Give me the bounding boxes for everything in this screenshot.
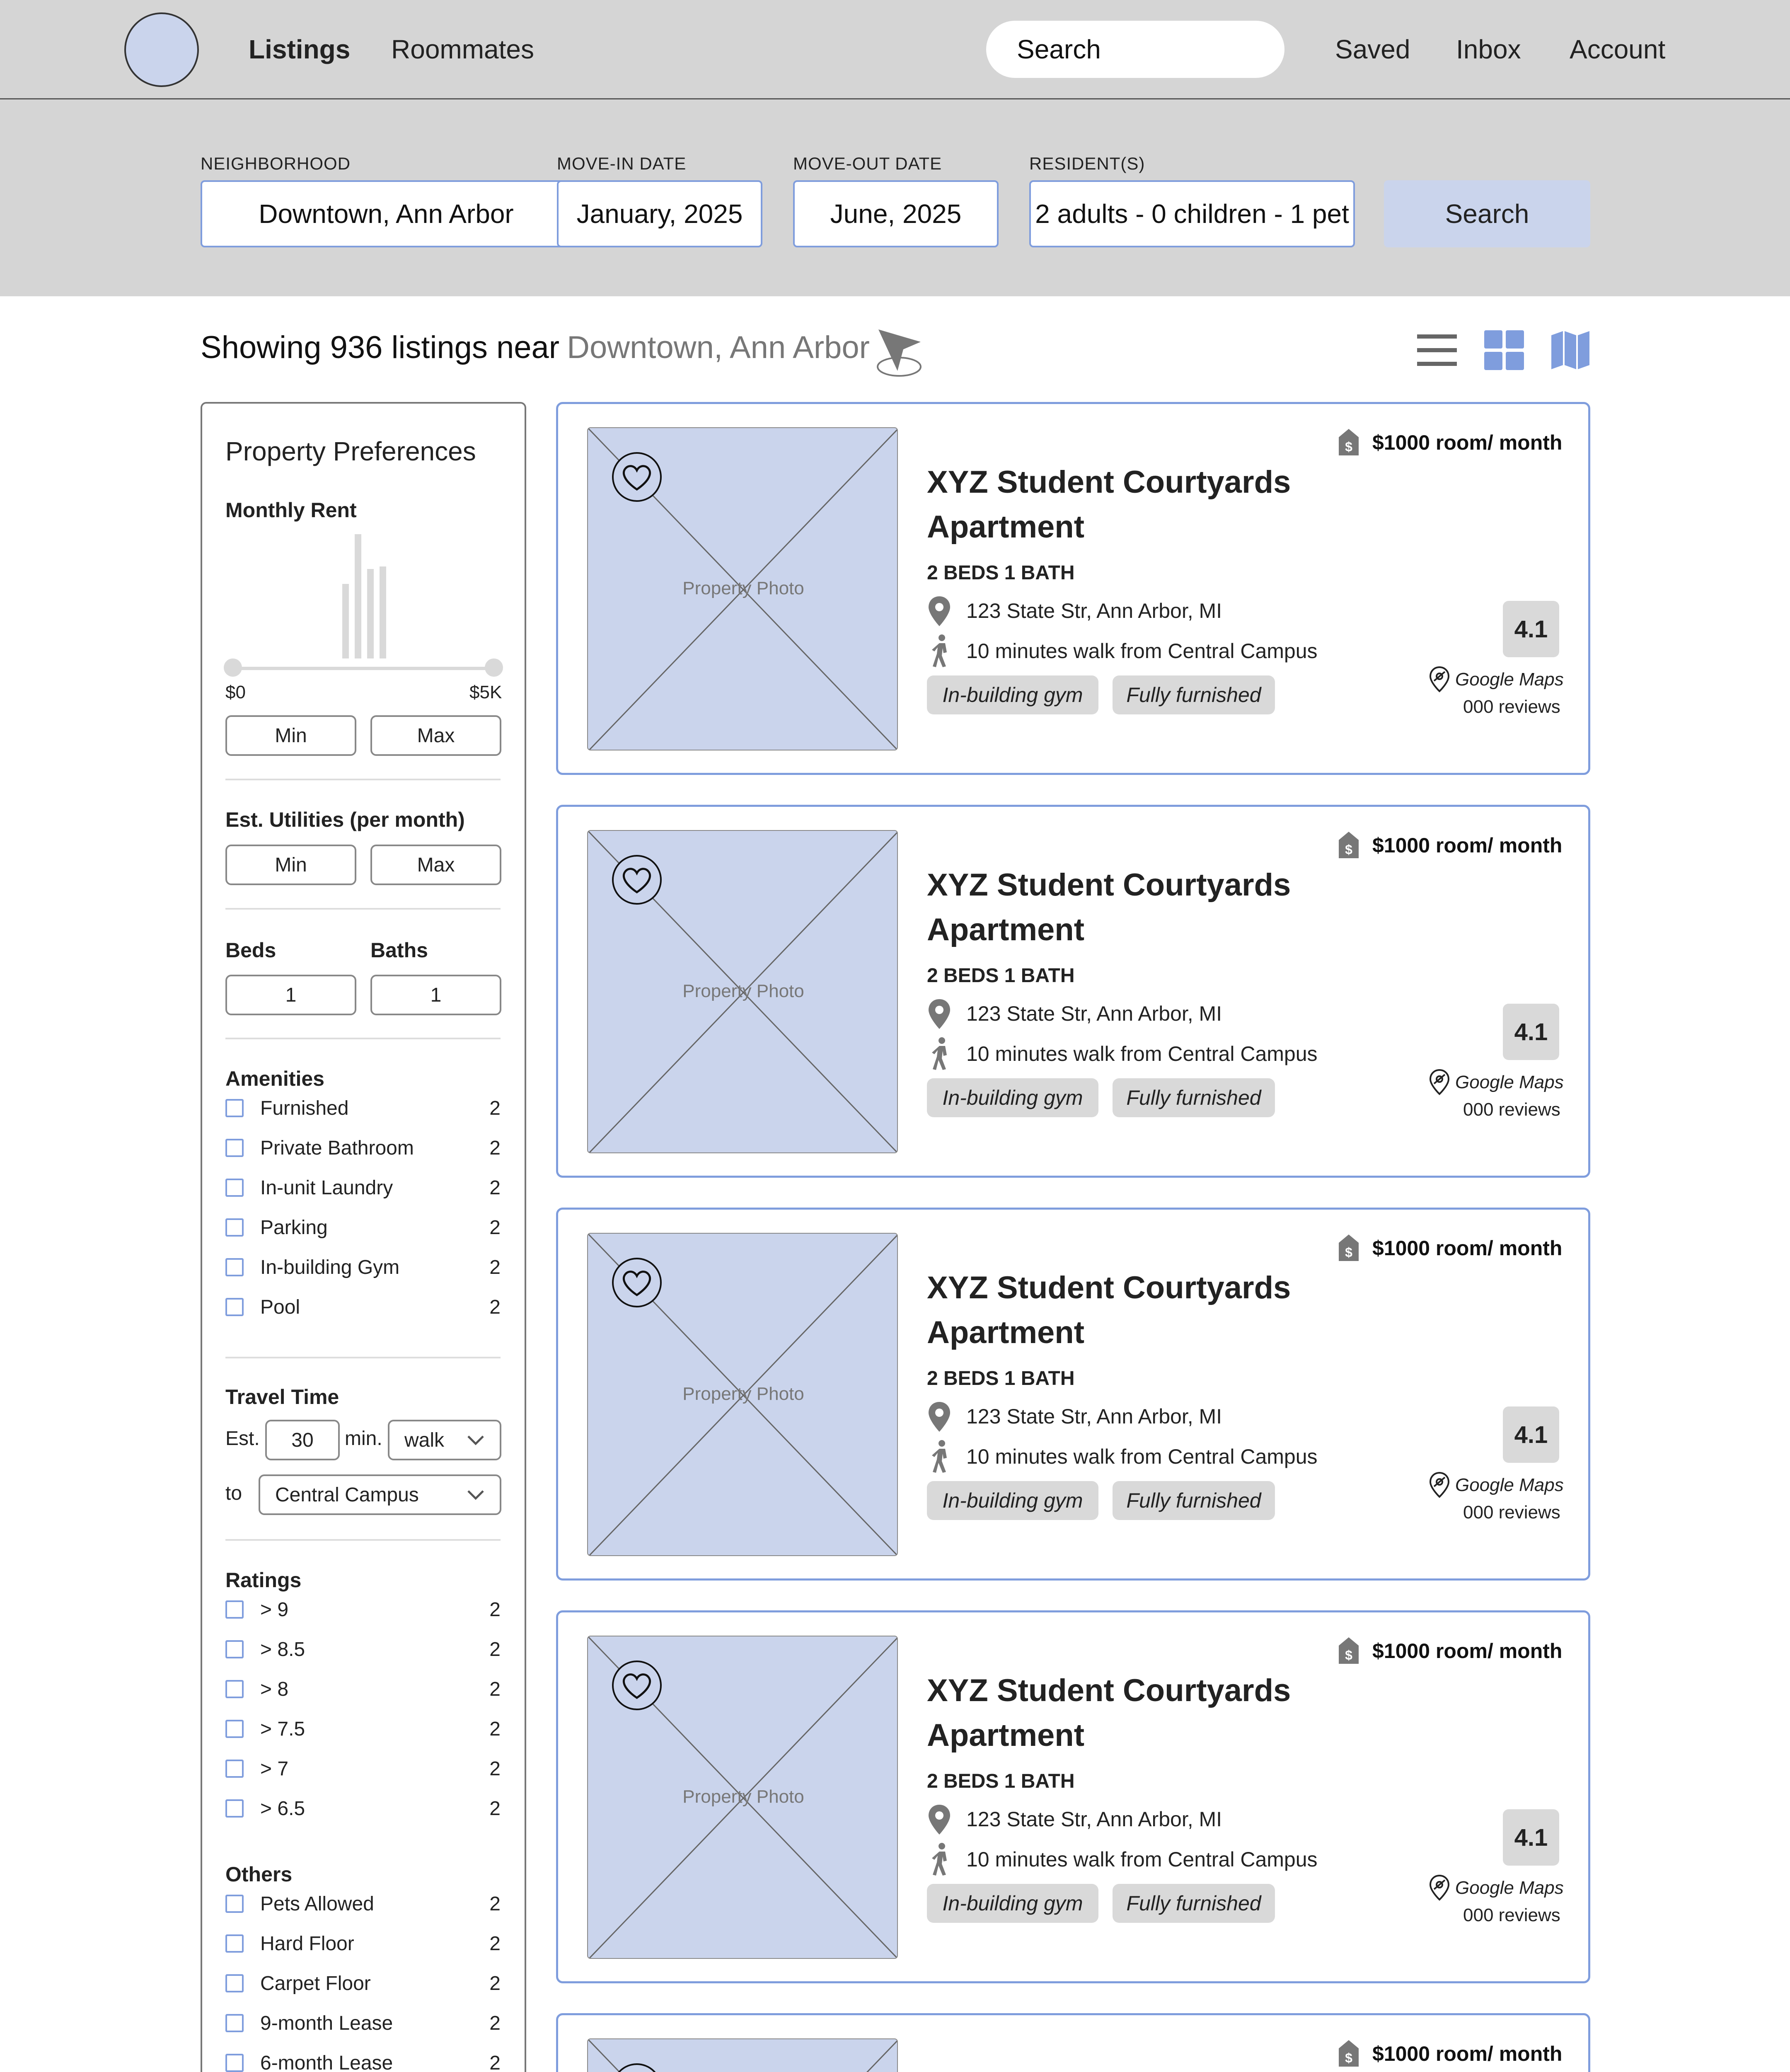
other-filter-checkbox[interactable] [225,1895,244,1913]
listing-walk-time: 10 minutes walk from Central Campus [966,1445,1318,1468]
svg-text:$: $ [1345,1245,1352,1260]
rating-badge: 4.1 [1503,1406,1559,1463]
nav-account[interactable]: Account [1570,34,1666,64]
amenity-label: Furnished [260,1097,349,1119]
listing-walk-time: 10 minutes walk from Central Campus [966,1042,1318,1065]
amenity-tag: Fully furnished [1113,1884,1275,1923]
rent-max-input[interactable]: Max [370,715,501,756]
heart-icon[interactable] [611,2062,663,2072]
heart-icon[interactable] [611,1660,663,1711]
utilities-max-input[interactable]: Max [370,845,501,885]
results-heading [201,329,870,366]
nav-listings[interactable]: Listings [249,34,351,64]
price-tag-icon [1337,428,1360,457]
divider [225,1038,501,1039]
other-filter-count: 2 [489,2052,501,2072]
amenity-count: 2 [489,1216,501,1239]
listing-price: $1000 room/ month [1372,431,1563,454]
others-label: Others [225,1863,293,1886]
amenity-label: In-building Gym [260,1256,400,1278]
travel-destination-value: Central Campus [275,1484,419,1506]
rating-filter-label: > 7 [260,1757,289,1780]
chevron-down-icon [467,1434,485,1446]
listing-walk-time: 10 minutes walk from Central Campus [966,1848,1318,1871]
amenity-row[interactable] [225,1295,501,1319]
heart-icon[interactable] [611,451,663,503]
other-filter-checkbox[interactable] [225,2054,244,2072]
nav-saved[interactable]: Saved [1335,34,1410,64]
rating-filter-row[interactable] [225,1756,501,1781]
rent-slider-track[interactable] [232,667,494,670]
filters-title: Property Preferences [225,436,476,466]
amenity-checkbox[interactable] [225,1099,244,1117]
rating-filter-checkbox[interactable] [225,1640,244,1658]
main-content [0,296,1790,2072]
travel-to-label: to [225,1482,242,1504]
other-filter-checkbox[interactable] [225,1974,244,1992]
svg-text:$: $ [1345,842,1352,857]
other-filter-label: Pets Allowed [260,1893,374,1915]
listing-price: $1000 room/ month [1372,834,1563,857]
travel-mode-value: walk [404,1429,445,1451]
rating-filter-row[interactable] [225,1597,501,1622]
rating-badge: 4.1 [1503,1004,1559,1060]
other-filter-count: 2 [489,1893,501,1915]
rent-max-label: $5K [469,682,502,702]
google-maps-pin-icon [1428,1472,1451,1498]
listing-price: $1000 room/ month [1372,1639,1563,1663]
rating-filter-row[interactable] [225,1637,501,1662]
beds-label: Beds [225,939,276,962]
amenity-count: 2 [489,1097,501,1119]
review-count[interactable]: 000 reviews [1463,1502,1560,1523]
search-button[interactable]: Search [1384,180,1590,247]
other-filter-count: 2 [489,1972,501,1995]
other-filter-row[interactable] [225,2011,501,2036]
listing-title[interactable]: XYZ Student Courtyards Apartment [927,867,1291,947]
property-photo[interactable] [587,1233,898,1556]
listing-title[interactable]: XYZ Student Courtyards Apartment [927,465,1291,545]
map-pin-icon [927,1401,952,1433]
listing-address: 123 State Str, Ann Arbor, MI [966,1808,1222,1831]
price-tag-icon [1337,1636,1360,1665]
rent-min-label: $0 [225,682,246,702]
amenity-row[interactable] [225,1255,501,1280]
neighborhood-field[interactable]: Downtown, Ann Arbor [201,180,572,247]
listing-card[interactable] [556,2013,1590,2072]
search-bar [0,101,1790,296]
listing-address: 123 State Str, Ann Arbor, MI [966,1405,1222,1428]
svg-text:$: $ [1345,2050,1352,2065]
listing-address: 123 State Str, Ann Arbor, MI [966,599,1222,622]
amenity-checkbox[interactable] [225,1139,244,1157]
rating-filter-checkbox[interactable] [225,1720,244,1738]
listing-card[interactable] [556,402,1590,775]
rating-filter-count: 2 [489,1638,501,1661]
residents-label: RESIDENT(S) [1029,154,1145,173]
property-photo[interactable] [587,830,898,1153]
other-filter-label: 6-month Lease [260,2052,393,2072]
beds-input[interactable]: 1 [225,975,356,1015]
rating-filter-label: > 8.5 [260,1638,305,1661]
rent-histogram-bar [355,534,361,658]
move-out-field[interactable]: June, 2025 [793,180,999,247]
top-nav [0,0,1790,99]
amenity-row[interactable] [225,1175,501,1200]
listing-address: 123 State Str, Ann Arbor, MI [966,1002,1222,1025]
amenity-tag: In-building gym [927,675,1098,714]
other-filter-row[interactable] [225,1931,501,1956]
amenity-row[interactable] [225,1135,501,1160]
property-photo[interactable] [587,1636,898,1959]
map-pin-icon [927,595,952,627]
rating-source[interactable]: Google Maps [1455,1878,1564,1898]
heart-icon[interactable] [611,854,663,905]
move-in-field[interactable]: January, 2025 [557,180,762,247]
amenity-label: Parking [260,1216,328,1239]
baths-input[interactable]: 1 [370,975,501,1015]
price-tag-icon [1337,1234,1360,1263]
amenity-row[interactable] [225,1096,501,1121]
filter-sidebar [201,402,526,2072]
google-maps-pin-icon [1428,666,1451,692]
amenity-tag: In-building gym [927,1078,1098,1117]
rating-source[interactable]: Google Maps [1455,1475,1564,1495]
results-count: Showing 936 listings near [201,330,560,365]
amenity-tag: In-building gym [927,1884,1098,1923]
google-maps-pin-icon [1428,1069,1451,1095]
other-filter-checkbox[interactable] [225,1934,244,1953]
listing-card[interactable] [556,1208,1590,1581]
utilities-min-input[interactable]: Min [225,845,356,885]
amenity-count: 2 [489,1176,501,1199]
grid-view-icon[interactable] [1483,329,1525,371]
amenity-label: Private Bathroom [260,1137,414,1159]
rating-filter-row[interactable] [225,1796,501,1821]
amenity-checkbox[interactable] [225,1258,244,1276]
listing-walk-time: 10 minutes walk from Central Campus [966,639,1318,663]
rating-filter-label: > 6.5 [260,1797,305,1820]
divider [225,908,501,910]
results-location: Downtown, Ann Arbor [567,330,870,365]
other-filter-label: Hard Floor [260,1932,354,1955]
rating-filter-label: > 7.5 [260,1718,305,1740]
travel-time-label: Travel Time [225,1385,339,1409]
travel-est-label: Est. [225,1428,260,1450]
rating-filter-checkbox[interactable] [225,1799,244,1818]
listing-card[interactable] [556,805,1590,1178]
divider [225,1539,501,1541]
review-count[interactable]: 000 reviews [1463,1905,1560,1925]
walking-person-icon [929,1037,953,1070]
amenity-count: 2 [489,1256,501,1278]
listing-price: $1000 room/ month [1372,1237,1563,1260]
amenity-checkbox[interactable] [225,1179,244,1197]
review-count[interactable]: 000 reviews [1463,697,1560,717]
amenity-tag: Fully furnished [1113,1481,1275,1520]
walking-person-icon [929,634,953,667]
chevron-down-icon [467,1489,485,1501]
amenity-tag: Fully furnished [1113,1078,1275,1117]
list-view-icon[interactable] [1416,329,1458,371]
amenity-checkbox[interactable] [225,1298,244,1316]
amenity-count: 2 [489,1137,501,1159]
rating-filter-count: 2 [489,1757,501,1780]
rent-slider-min-handle[interactable] [224,658,242,677]
listing-beds-baths: 2 BEDS 1 BATH [927,1770,1075,1792]
location-arrow-icon[interactable] [874,325,928,379]
rating-filter-count: 2 [489,1718,501,1740]
google-maps-pin-icon [1428,1874,1451,1901]
photo-label: Property Photo [682,1786,804,1807]
property-photo[interactable] [587,427,898,750]
amenity-tag: In-building gym [927,1481,1098,1520]
ratings-label: Ratings [225,1569,302,1592]
listing-beds-baths: 2 BEDS 1 BATH [927,562,1075,584]
residents-field[interactable]: 2 adults - 0 children - 1 pet [1029,180,1355,247]
rent-min-input[interactable]: Min [225,715,356,756]
move-in-label: MOVE-IN DATE [557,154,687,173]
map-pin-icon [927,998,952,1030]
other-filter-label: 9-month Lease [260,2012,393,2034]
rating-badge: 4.1 [1503,601,1559,657]
rent-histogram-bar [380,566,386,658]
divider [225,1357,501,1358]
utilities-label: Est. Utilities (per month) [225,808,465,831]
amenity-count: 2 [489,1296,501,1318]
neighborhood-label: NEIGHBORHOOD [201,154,351,173]
rating-filter-label: > 8 [260,1678,289,1700]
rating-filter-checkbox[interactable] [225,1600,244,1619]
map-pin-icon [927,1804,952,1835]
baths-label: Baths [370,939,428,962]
listing-title[interactable]: XYZ Student Courtyards Apartment [927,1270,1291,1350]
rating-filter-count: 2 [489,1598,501,1621]
property-photo[interactable] [587,2038,898,2072]
rating-filter-row[interactable] [225,1716,501,1741]
svg-text:$: $ [1345,1648,1352,1663]
map-view-icon[interactable] [1550,329,1591,371]
rent-histogram-bar [342,584,349,658]
rating-filter-row[interactable] [225,1677,501,1702]
walking-person-icon [929,1440,953,1473]
amenity-tag: Fully furnished [1113,675,1275,714]
nav-inbox[interactable]: Inbox [1456,34,1521,64]
other-filter-row[interactable] [225,2050,501,2072]
rating-filter-count: 2 [489,1797,501,1820]
travel-mode-select[interactable] [388,1420,501,1460]
rating-source[interactable]: Google Maps [1455,669,1564,690]
listing-price: $1000 room/ month [1372,2042,1563,2065]
divider [225,779,501,780]
logo[interactable] [124,12,199,87]
amenity-label: Pool [260,1296,300,1318]
price-tag-icon [1337,2039,1360,2068]
listing-title[interactable]: XYZ Student Courtyards Apartment [927,1673,1291,1753]
photo-label: Property Photo [682,1384,804,1404]
other-filter-count: 2 [489,1932,501,1955]
other-filter-row[interactable] [225,1971,501,1996]
travel-min-unit: min. [345,1428,382,1450]
heart-icon[interactable] [611,1257,663,1308]
other-filter-label: Carpet Floor [260,1972,371,1995]
svg-text:$: $ [1345,439,1352,454]
walking-person-icon [929,1842,953,1876]
travel-minutes-input[interactable]: 30 [265,1420,340,1460]
amenities-label: Amenities [225,1067,324,1090]
rating-filter-checkbox[interactable] [225,1760,244,1778]
travel-destination-select[interactable] [259,1474,501,1515]
listing-beds-baths: 2 BEDS 1 BATH [927,1368,1075,1389]
rating-filter-label: > 9 [260,1598,289,1621]
photo-label: Property Photo [682,578,804,598]
listing-card[interactable] [556,1610,1590,1983]
rating-filter-count: 2 [489,1678,501,1700]
rating-source[interactable]: Google Maps [1455,1072,1564,1092]
rating-badge: 4.1 [1503,1809,1559,1866]
amenity-row[interactable] [225,1215,501,1240]
rent-slider-max-handle[interactable] [485,658,503,677]
listing-beds-baths: 2 BEDS 1 BATH [927,965,1075,987]
other-filter-row[interactable] [225,1891,501,1916]
move-out-label: MOVE-OUT DATE [793,154,942,173]
rating-filter-checkbox[interactable] [225,1680,244,1698]
rent-histogram-bar [367,569,374,658]
review-count[interactable]: 000 reviews [1463,1099,1560,1120]
price-tag-icon [1337,831,1360,860]
nav-search-input[interactable] [986,21,1284,78]
other-filter-checkbox[interactable] [225,2014,244,2032]
monthly-rent-label: Monthly Rent [225,499,357,522]
other-filter-count: 2 [489,2012,501,2034]
photo-label: Property Photo [682,981,804,1001]
amenity-checkbox[interactable] [225,1218,244,1237]
amenity-label: In-unit Laundry [260,1176,393,1199]
nav-roommates[interactable]: Roommates [391,34,534,64]
